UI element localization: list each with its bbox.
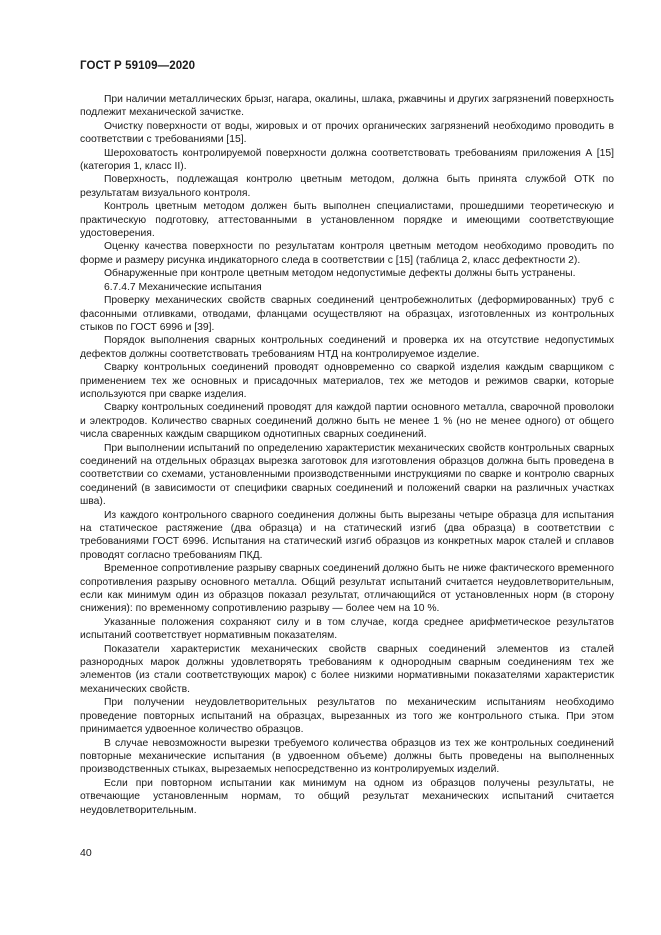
paragraph: Контроль цветным методом должен быть выполнен специалистами, прошедшими теоретическую и практическую подготовку, аттестованными в установленном порядке и имеющими соответствующие удостоверения. [80,201,614,240]
section-heading: 6.7.4.7 Механические испытания [104,281,262,293]
paragraph: При наличии металлических брызг, нагара, окалины, шлака, ржавчины и других загрязнений поверхность подлежит механической зачистке. [80,94,614,119]
paragraph: Очистку поверхности от воды, жировых и от прочих органических загрязнений необходимо проводить в соответствии с требованиями [15]. [80,120,614,146]
paragraph: Оценку качества поверхности по результатам контроля цветным методом необходимо проводить по форме и размеру рисунка индикаторного следа в соответствии с [15] (таблица 2, класс дефектности 2). [80,241,614,266]
paragraph: Обнаруженные при контроле цветным методом недопустимые дефекты должны быть устранены. [104,268,576,280]
paragraph: Сварку контрольных соединений проводят одновременно со сваркой изделия каждым сварщиком с применением тех же основных и присадочных материалов, тех же методов и режимов сварки, которые используются при сварке изделия. [80,362,614,400]
paragraph: Указанные положения сохраняют силу и в том случае, когда среднее арифметическое результатов испытаний соответствует нормативным показателям. [80,616,614,642]
paragraph: Если при повторном испытании как минимум на одном из образцов получены результаты, не отвечающие установленным нормам, то общий результат механических испытаний считается неудовлетворительным. [80,777,614,816]
paragraph: Из каждого контрольного сварного соединения должны быть вырезаны четыре образца для испытания на статическое растяжение (два образца) и на статический изгиб (два образца) в соответствии с требованиями ГОСТ 6996. Испытания на статический изгиб образцов из конкретных марок сталей и сплавов проводят согласно требованиям ПКД. [80,509,614,561]
paragraph: Шероховатость контролируемой поверхности должна соответствовать требованиям приложения А [15] (категория 1, класс II). [80,147,614,173]
paragraph: Проверку механических свойств сварных соединений центробежнолитых (деформированных) труб с фасонными отливками, отводами, фланцами осуществляют на образцах, изготовленных из контрольных стыков по ГОСТ 6996 и [39]. [80,295,614,333]
paragraph: В случае невозможности вырезки требуемого количества образцов из тех же контрольных соединений повторные механические испытания (в удвоенном объеме) должны быть проведены на выполненных производственных стыках, вырезаемых непосредственно из контролируемых изделий. [80,737,614,776]
paragraph: Поверхность, подлежащая контролю цветным методом, должна быть принята службой ОТК по результатам визуального контроля. [80,174,614,199]
paragraph: Сварку контрольных соединений проводят для каждой партии основного металла, сварочной проволоки и электродов. Количество сварных соединений должно быть не менее 1 % (но не менее одного) от общего числа сваренных каждым сварщиком однотипных сварных соединений. [80,402,614,441]
paragraph: Показатели характеристик механических свойств сварных соединений элементов из сталей разнородных марок должны удовлетворять требованиям к однородным сварным соединениям тех же элементов (из стали соответствующих марок) с более низкими нормативными показателями характеристик механических свойств. [80,643,614,695]
paragraph: Порядок выполнения сварных контрольных соединений и проверка их на отсутствие недопустимых дефектов должны соответствовать требованиям НТД на контролируемое изделие. [80,335,614,360]
paragraph: При получении неудовлетворительных результатов по механическим испытаниям необходимо проведение повторных испытаний на образцах, вырезанных из того же контрольного стыка. При этом принимается удвоенное количество образцов. [80,697,614,736]
paragraph: При выполнении испытаний по определению характеристик механических свойств контрольных сварных соединений на отдельных образцах вырезка заготовок для изготовления образцов должна быть проведена в соответствии со схемами, установленными производственными инструкциями по сварке и контролю сварных соединений (в зависимости от специфики сварных соединений и положений сварки на различных участках шва). [80,442,614,508]
document-body [80,93,614,817]
page-number: 40 [80,847,92,859]
document-header: ГОСТ Р 59109—2020 [80,60,196,72]
paragraph: Временное сопротивление разрыву сварных соединений должно быть не ниже фактического временного сопротивления разрыву основного металла. Общий результат испытаний считается неудовлетворительным, если как минимум один из образцов показал результат, отличающийся от установленных норм (в сторону снижения): по временному сопротивлению разрыву — более чем на 10 %. [80,563,614,615]
